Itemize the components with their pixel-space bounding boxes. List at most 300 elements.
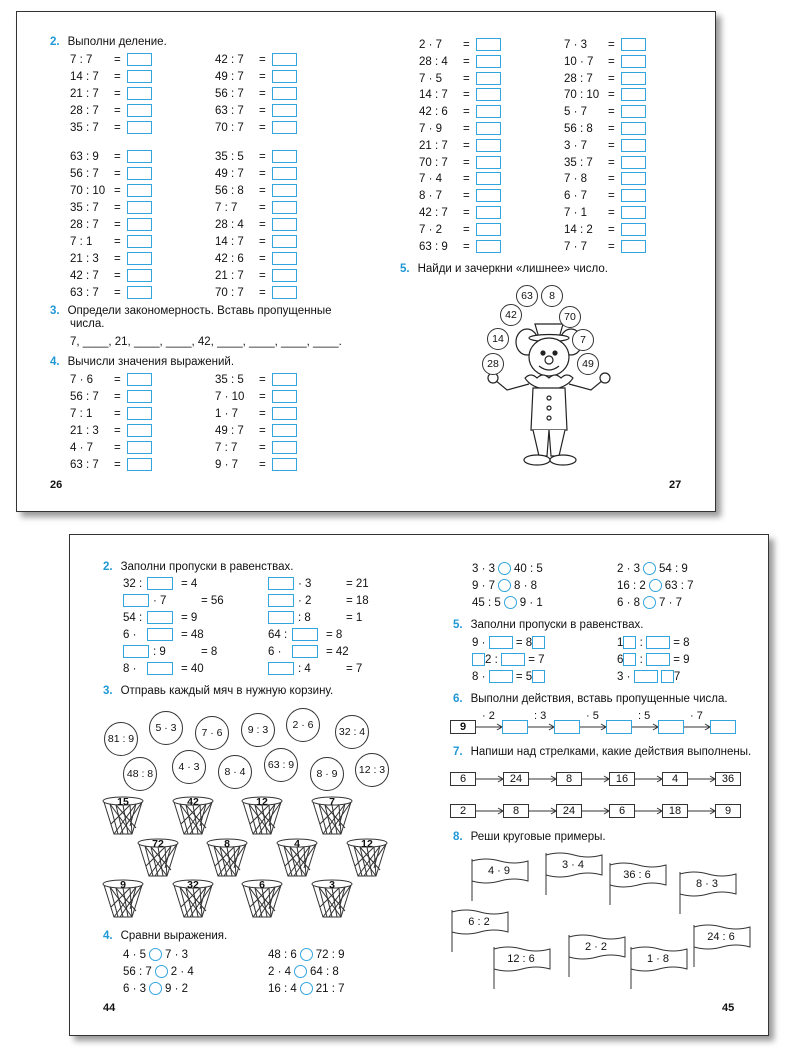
equals-sign: = <box>114 105 121 117</box>
blank-box[interactable] <box>268 594 294 607</box>
basket-label: 12 <box>256 796 268 808</box>
equals-sign: = <box>114 168 121 180</box>
comparison-row[interactable] <box>268 948 345 962</box>
answer-box[interactable] <box>621 88 646 101</box>
equals-sign: = <box>608 207 615 219</box>
answer-box[interactable] <box>621 206 646 219</box>
comparison-row[interactable] <box>123 965 194 979</box>
expression: 7 : 7 <box>215 202 238 214</box>
expression: 21 : 7 <box>419 139 448 152</box>
chain-number-box: 16 <box>609 772 635 786</box>
answer-box[interactable] <box>621 223 646 236</box>
answer-box[interactable] <box>127 441 152 454</box>
ball-11[interactable]: 8 · 9 <box>310 757 344 791</box>
answer-box[interactable] <box>272 53 297 66</box>
right-expression: 9 · 2 <box>165 983 189 995</box>
comparison-row[interactable] <box>472 596 543 610</box>
juggle-number-1[interactable]: 63 <box>516 285 538 307</box>
b-task5-left-row1[interactable]: 9 · = 8 <box>472 636 545 650</box>
blank-box[interactable] <box>123 594 149 607</box>
right-expression: 54 : 9 <box>659 563 688 575</box>
answer-box[interactable] <box>127 184 152 197</box>
ball-8[interactable]: 4 · 3 <box>172 750 206 784</box>
basket-label: 8 <box>224 838 230 850</box>
answer-box[interactable] <box>127 87 152 100</box>
operator-operand: · 7 <box>153 595 167 607</box>
answer-box[interactable] <box>621 72 646 85</box>
basket-10[interactable] <box>172 879 214 921</box>
juggle-number-5[interactable]: 14 <box>487 328 509 350</box>
answer-box[interactable] <box>127 201 152 214</box>
result: = 21 <box>346 578 369 590</box>
expression: 63 : 7 <box>215 105 244 117</box>
answer-box[interactable] <box>476 139 501 152</box>
compare-circle[interactable] <box>149 948 162 961</box>
arrow-icon <box>476 723 502 731</box>
flag-icon <box>678 870 738 914</box>
basket-label: 9 <box>120 879 126 891</box>
blank-box[interactable] <box>292 628 318 641</box>
chain-answer-box[interactable] <box>606 720 632 734</box>
equals-sign: = <box>259 253 266 265</box>
chain-answer-box[interactable] <box>502 720 528 734</box>
answer-box[interactable] <box>127 424 152 437</box>
expression: 7 · 5 <box>419 72 443 85</box>
b-task6-title: 6. Выполни действия, вставь пропущенные числа. <box>453 693 728 705</box>
expression: 42 : 7 <box>70 270 99 282</box>
basket-9[interactable] <box>102 879 144 921</box>
answer-box[interactable] <box>476 72 501 85</box>
expression: 3 · 7 <box>564 139 588 152</box>
equals-sign: = <box>114 391 121 403</box>
equals-sign: = <box>114 122 121 134</box>
juggle-number-3[interactable]: 42 <box>500 304 522 326</box>
answer-box[interactable] <box>621 172 646 185</box>
right-expression: 8 · 8 <box>514 580 538 592</box>
expression: 14 : 7 <box>70 71 99 83</box>
answer-box[interactable] <box>272 373 297 386</box>
answer-box[interactable] <box>127 269 152 282</box>
equals-sign: = <box>114 219 121 231</box>
basket-11[interactable] <box>241 879 283 921</box>
answer-box[interactable] <box>127 407 152 420</box>
b-task8-title: 8. Реши круговые примеры. <box>453 831 606 843</box>
basket-label: 3 <box>329 879 335 891</box>
ball-4[interactable]: 9 : 3 <box>241 713 275 747</box>
flag-label: 3 · 4 <box>561 859 584 871</box>
operator-operand: · 2 <box>298 595 312 607</box>
compare-circle[interactable] <box>155 965 168 978</box>
result: = 9 <box>181 612 198 624</box>
expression: 21 : 7 <box>70 88 99 100</box>
answer-box[interactable] <box>272 441 297 454</box>
ball-9[interactable]: 8 · 4 <box>218 755 252 789</box>
flag-icon <box>567 933 627 977</box>
operand: 6 · <box>268 646 282 658</box>
equals-sign: = <box>463 139 470 152</box>
expression: 2 · 7 <box>419 39 443 51</box>
answer-box[interactable] <box>272 407 297 420</box>
arrow-icon <box>529 807 556 815</box>
page-number-27: 27 <box>669 479 682 491</box>
b-task5-left-row2[interactable]: 2 : = 7 <box>472 653 545 667</box>
page-number-44: 44 <box>103 1002 116 1014</box>
equals-sign: = <box>259 168 266 180</box>
answer-box[interactable] <box>476 88 501 101</box>
answer-box[interactable] <box>272 121 297 134</box>
answer-box[interactable] <box>272 286 297 299</box>
comparison-row[interactable] <box>472 579 537 593</box>
compare-circle[interactable] <box>149 982 162 995</box>
task2-title: 2. Выполни деление. <box>50 36 167 48</box>
answer-box[interactable] <box>476 156 501 169</box>
equals-sign: = <box>608 240 615 253</box>
arrow-icon <box>529 775 556 783</box>
flag-3[interactable] <box>608 861 668 905</box>
flag-icon <box>492 945 552 989</box>
equals-sign: = <box>259 151 266 163</box>
chain-number-box: 36 <box>715 772 741 786</box>
comparison-row[interactable] <box>617 579 694 593</box>
answer-box[interactable] <box>272 167 297 180</box>
expression: 21 : 7 <box>215 270 244 282</box>
answer-box[interactable] <box>476 240 501 253</box>
expression: 35 : 7 <box>70 122 99 134</box>
expression: 7 · 10 <box>215 391 245 403</box>
comparison-row[interactable] <box>123 948 188 962</box>
compare-circle[interactable] <box>498 579 511 592</box>
answer-box[interactable] <box>272 218 297 231</box>
basket-label: 7 <box>329 796 335 808</box>
blank-box[interactable] <box>268 662 294 675</box>
expression: 49 : 7 <box>215 71 244 83</box>
expression: 14 : 7 <box>215 236 244 248</box>
answer-box[interactable] <box>621 240 646 253</box>
basket-6[interactable] <box>206 838 248 880</box>
answer-box[interactable] <box>127 53 152 66</box>
ball-5[interactable]: 2 · 6 <box>286 708 320 742</box>
answer-box[interactable] <box>272 235 297 248</box>
ball-12[interactable]: 12 : 3 <box>355 753 389 787</box>
comparison-row[interactable] <box>268 965 339 979</box>
flag-label: 8 · 3 <box>695 878 718 890</box>
answer-box[interactable] <box>476 38 501 51</box>
equals-sign: = <box>114 71 121 83</box>
basket-label: 32 <box>187 879 199 891</box>
expression: 70 : 7 <box>419 156 448 169</box>
task4-title: 4. Вычисли значения выражений. <box>50 356 235 368</box>
chain-number-box: 8 <box>503 804 529 818</box>
answer-box[interactable] <box>272 87 297 100</box>
blank-box[interactable] <box>292 645 318 658</box>
answer-box[interactable] <box>476 105 501 118</box>
expression: 70 : 7 <box>215 287 244 299</box>
chain-answer-box[interactable] <box>710 720 736 734</box>
answer-box[interactable] <box>476 55 501 68</box>
ball-3[interactable]: 7 · 6 <box>195 716 229 750</box>
juggle-number-2[interactable]: 8 <box>541 285 563 307</box>
left-expression: 2 · 4 <box>268 966 292 978</box>
equals-sign: = <box>608 89 615 102</box>
answer-box[interactable] <box>621 139 646 152</box>
arrow-icon <box>582 807 609 815</box>
b-task2-title: 2. Заполни пропуски в равенствах. <box>103 561 294 573</box>
blank-box[interactable] <box>147 577 173 590</box>
left-expression: 6 · 3 <box>123 983 147 995</box>
equals-sign: = <box>114 270 121 282</box>
arrow-icon <box>635 775 662 783</box>
blank-box[interactable] <box>147 628 173 641</box>
expression: 28 : 4 <box>215 219 244 231</box>
left-expression: 3 · 3 <box>472 563 496 575</box>
flag-7[interactable] <box>692 923 752 967</box>
expression: 4 · 7 <box>70 442 94 454</box>
comparison-row[interactable] <box>268 982 345 996</box>
blank-box[interactable] <box>147 662 173 675</box>
answer-box[interactable] <box>621 55 646 68</box>
expression: 7 · 4 <box>419 173 443 186</box>
equals-sign: = <box>463 39 470 51</box>
result: = 56 <box>201 595 224 607</box>
answer-box[interactable] <box>272 252 297 265</box>
left-expression: 16 : 2 <box>617 580 646 592</box>
operator-operand: · 3 <box>298 578 312 590</box>
equals-sign: = <box>259 408 266 420</box>
right-expression: 7 · 3 <box>165 949 189 961</box>
expression: 42 : 7 <box>419 207 448 219</box>
operand: 6 · <box>123 629 137 641</box>
b-task5-right-row2[interactable]: 6 : = 9 <box>617 654 690 666</box>
basket-2[interactable] <box>172 796 214 838</box>
task7-chain-1 <box>450 772 740 788</box>
expression: 56 : 7 <box>215 88 244 100</box>
compare-circle[interactable] <box>504 596 517 609</box>
answer-box[interactable] <box>272 184 297 197</box>
flag-9[interactable] <box>629 945 689 989</box>
chain-number-box: 18 <box>662 804 688 818</box>
juggle-number-4[interactable]: 70 <box>559 306 581 328</box>
result: = 18 <box>346 595 369 607</box>
compare-circle[interactable] <box>300 982 313 995</box>
answer-box[interactable] <box>127 70 152 83</box>
answer-box[interactable] <box>621 156 646 169</box>
comparison-row[interactable] <box>617 596 682 610</box>
basket-label: 15 <box>117 796 129 808</box>
answer-box[interactable] <box>272 269 297 282</box>
equals-sign: = <box>114 253 121 265</box>
right-expression: 7 · 7 <box>659 597 683 609</box>
basket-3[interactable] <box>241 796 283 838</box>
page-number-45: 45 <box>722 1002 735 1014</box>
compare-circle[interactable] <box>643 562 656 575</box>
flag-8[interactable] <box>492 945 552 989</box>
equals-sign: = <box>463 223 470 236</box>
basket-12[interactable] <box>311 879 353 921</box>
flag-label: 1 · 8 <box>646 953 669 965</box>
b-task5-right-row1[interactable]: 1 : = 8 <box>617 637 690 649</box>
basket-7[interactable] <box>276 838 318 880</box>
blank-box[interactable] <box>268 577 294 590</box>
equals-sign: = <box>259 88 266 100</box>
compare-circle[interactable] <box>294 965 307 978</box>
answer-box[interactable] <box>621 38 646 51</box>
flag-1[interactable] <box>470 857 530 901</box>
juggle-number-8[interactable]: 49 <box>577 353 599 375</box>
comparison-row[interactable] <box>617 562 688 576</box>
compare-circle[interactable] <box>649 579 662 592</box>
expression: 42 : 7 <box>215 54 244 66</box>
answer-box[interactable] <box>272 150 297 163</box>
expression: 35 : 7 <box>70 202 99 214</box>
right-expression: 63 : 7 <box>664 580 694 592</box>
arrow-icon <box>688 775 715 783</box>
basket-4[interactable] <box>311 796 353 838</box>
answer-box[interactable] <box>127 218 152 231</box>
chain-number-box: 6 <box>609 804 635 818</box>
flag-icon <box>692 923 752 967</box>
answer-box[interactable] <box>476 122 501 135</box>
compare-circle[interactable] <box>498 562 511 575</box>
ball-10[interactable]: 63 : 9 <box>264 748 298 782</box>
flag-label: 24 : 6 <box>707 931 735 943</box>
ball-1[interactable]: 81 : 9 <box>104 722 138 756</box>
equals-sign: = <box>259 105 266 117</box>
expression: 21 : 3 <box>70 253 99 265</box>
expression: 56 : 7 <box>70 391 99 403</box>
compare-circle[interactable] <box>300 948 313 961</box>
arrow-icon <box>580 723 606 731</box>
equals-sign: = <box>463 106 470 119</box>
task3-sequence[interactable]: 7, ____, 21, ____, ____, 42, ____, ____, ____, ____. <box>70 336 342 348</box>
answer-box[interactable] <box>127 252 152 265</box>
expression: 28 : 7 <box>70 105 99 117</box>
blank-box[interactable] <box>123 645 149 658</box>
expression: 28 : 7 <box>564 72 593 85</box>
b-task5-right-row3[interactable]: 3 · 7 <box>617 671 681 683</box>
answer-box[interactable] <box>272 390 297 403</box>
expression: 28 : 7 <box>70 219 99 231</box>
expression: 42 : 6 <box>215 253 244 265</box>
answer-box[interactable] <box>476 172 501 185</box>
equals-sign: = <box>259 236 266 248</box>
left-expression: 4 · 5 <box>123 949 147 961</box>
comparison-row[interactable] <box>472 562 543 576</box>
answer-box[interactable] <box>127 373 152 386</box>
operand: 64 : <box>268 629 288 641</box>
basket-8[interactable] <box>346 838 388 880</box>
answer-box[interactable] <box>127 121 152 134</box>
answer-box[interactable] <box>621 105 646 118</box>
answer-box[interactable] <box>272 70 297 83</box>
expression: 7 · 9 <box>419 123 443 135</box>
chain-answer-box[interactable] <box>658 720 684 734</box>
expression: 35 : 5 <box>215 151 244 163</box>
answer-box[interactable] <box>476 223 501 236</box>
answer-box[interactable] <box>127 390 152 403</box>
equals-sign: = <box>463 89 470 102</box>
equals-sign: = <box>463 123 470 135</box>
right-expression: 72 : 9 <box>315 949 345 961</box>
arrow-icon <box>582 775 609 783</box>
expression: 56 : 8 <box>564 123 593 135</box>
equals-sign: = <box>608 72 615 85</box>
expression: 7 : 7 <box>70 54 93 66</box>
answer-box[interactable] <box>127 458 152 471</box>
expression: 49 : 7 <box>215 168 244 180</box>
answer-box[interactable] <box>476 206 501 219</box>
answer-box[interactable] <box>272 201 297 214</box>
b-task3-title: 3. Отправь каждый мяч в нужную корзину. <box>103 685 334 697</box>
answer-box[interactable] <box>621 122 646 135</box>
expression: 7 · 6 <box>70 374 94 386</box>
basket-5[interactable] <box>137 838 179 880</box>
equals-sign: = <box>463 207 470 219</box>
answer-box[interactable] <box>272 104 297 117</box>
juggle-number-6[interactable]: 7 <box>572 329 594 351</box>
chain-number-box: 6 <box>450 772 476 786</box>
expression: 1 · 7 <box>215 408 239 420</box>
basket-label: 72 <box>152 838 164 850</box>
juggle-number-7[interactable]: 28 <box>482 353 504 375</box>
operation-label: : 3 <box>534 710 547 722</box>
flag-4[interactable] <box>678 870 738 914</box>
chain-number-box: 24 <box>556 804 582 818</box>
answer-box[interactable] <box>127 167 152 180</box>
answer-box[interactable] <box>272 424 297 437</box>
equals-sign: = <box>114 54 121 66</box>
right-expression: 21 : 7 <box>315 983 345 995</box>
chain-answer-box[interactable] <box>554 720 580 734</box>
answer-box[interactable] <box>272 458 297 471</box>
compare-circle[interactable] <box>643 596 656 609</box>
left-expression: 16 : 4 <box>268 983 297 995</box>
answer-box[interactable] <box>127 150 152 163</box>
left-expression: 45 : 5 <box>472 597 501 609</box>
equals-sign: = <box>259 54 266 66</box>
answer-box[interactable] <box>476 189 501 202</box>
expression: 5 · 7 <box>564 106 588 119</box>
equals-sign: = <box>463 72 470 85</box>
answer-box[interactable] <box>127 286 152 299</box>
left-expression: 56 : 7 <box>123 966 152 978</box>
answer-box[interactable] <box>621 189 646 202</box>
equals-sign: = <box>259 122 266 134</box>
basket-1[interactable] <box>102 796 144 838</box>
expression: 7 · 8 <box>564 173 588 186</box>
flag-2[interactable] <box>544 851 604 895</box>
b-task5-left-row3[interactable]: 8 · = 5 <box>472 670 545 684</box>
expression: 7 : 1 <box>70 408 93 420</box>
blank-box[interactable] <box>147 611 173 624</box>
flag-6[interactable] <box>567 933 627 977</box>
answer-box[interactable] <box>127 235 152 248</box>
left-expression: 6 · 8 <box>617 597 641 609</box>
ball-6[interactable]: 32 : 4 <box>335 715 369 749</box>
blank-box[interactable] <box>268 611 294 624</box>
clown-illustration <box>479 280 619 468</box>
equals-sign: = <box>259 425 266 437</box>
expression: 8 · 7 <box>419 190 443 203</box>
equals-sign: = <box>114 236 121 248</box>
ball-2[interactable]: 5 · 3 <box>149 711 183 745</box>
ball-7[interactable]: 48 : 8 <box>123 757 157 791</box>
equals-sign: = <box>608 173 615 186</box>
flag-icon <box>629 945 689 989</box>
answer-box[interactable] <box>127 104 152 117</box>
arrow-icon <box>635 807 662 815</box>
equals-sign: = <box>608 156 615 169</box>
comparison-row[interactable] <box>123 982 188 996</box>
